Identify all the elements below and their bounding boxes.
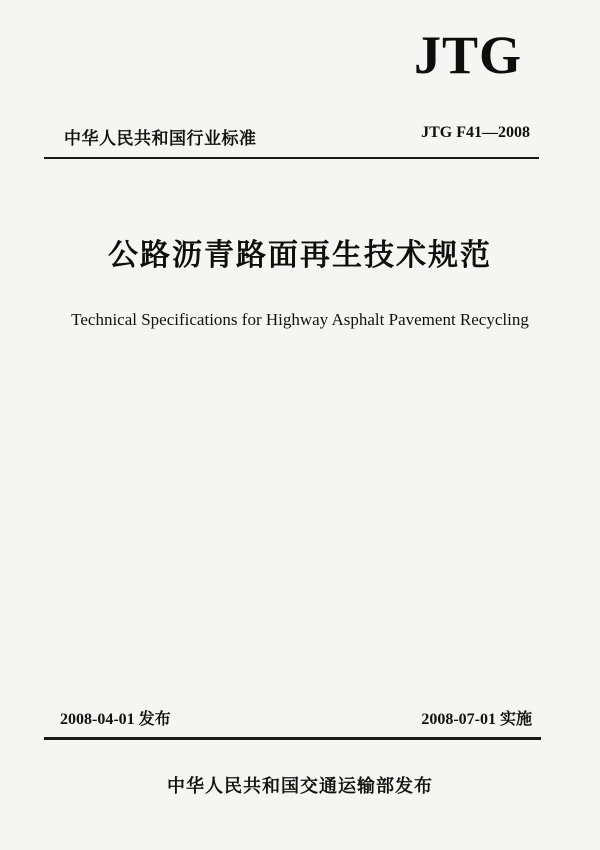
publisher: 中华人民共和国交通运输部发布 <box>167 776 433 797</box>
jtg-logo: JTG <box>413 25 522 85</box>
top-divider <box>44 157 539 159</box>
standard-category: 中华人民共和国行业标准 <box>64 129 257 149</box>
bottom-divider <box>44 737 541 740</box>
title-chinese: 公路沥青路面再生技术规范 <box>108 238 492 273</box>
title-english: Technical Specifications for Highway Asphalt Pavement Recycling <box>71 310 529 329</box>
standard-number: JTG F41—2008 <box>421 124 530 141</box>
issue-date: 2008-04-01 发布 <box>60 711 171 728</box>
effective-date: 2008-07-01 实施 <box>421 711 532 728</box>
